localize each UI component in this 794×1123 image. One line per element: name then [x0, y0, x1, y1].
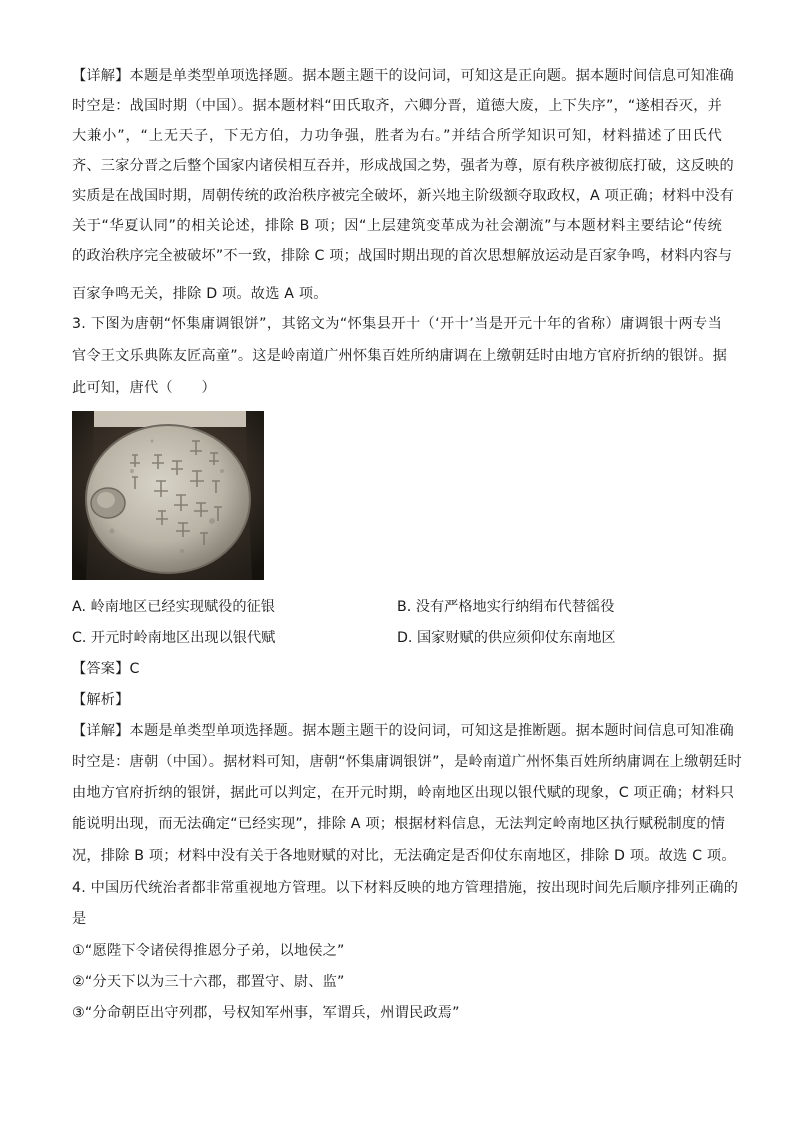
- q2-explanation-line: 的政治秩序完全被破坏”不一致，排除 C 项；战国时期出现的首次思想解放运动是百家争鸣，材料内容与: [72, 248, 733, 264]
- q2-explanation-line: 关于“华夏认同”的相关论述，排除 B 项；因“上层建筑变革成为社会潮流”与本题材料主要结论“传统: [72, 218, 722, 234]
- q3-explanation-line: 时空是：唐朝（中国）。据材料可知，唐朝“怀集庸调银饼”，是岭南道广州怀集百姓所纳庸调在上缴朝廷时: [72, 754, 742, 770]
- q2-explanation-line: 时空是：战国时期（中国）。据本题材料“田氏取齐，六卿分晋，道德大废，上下失序”，“遂相吞灭，并: [72, 98, 722, 114]
- option-b: B. 没有严格地实行纳绢布代替徭役: [397, 599, 615, 615]
- q3-explanation-line: 能说明出现，而无法确定“已经实现”，排除 A 项；根据材料信息，无法判定岭南地区执行赋税制度的情: [72, 816, 726, 832]
- q3-explanation-line: 【详解】本题是单类型单项选择题。据本题主题干的设问词，可知这是推断题。据本题时间信息可知准确: [72, 723, 734, 739]
- q3-stem-line: 此可知，唐代（ ）: [72, 380, 216, 396]
- q4-item: ②“分天下以为三十六郡，郡置守、尉、监”: [72, 974, 345, 990]
- q3-explanation-line: 况，排除 B 项；材料中没有关于各地财赋的对比，无法确定是否仰仗东南地区，排除 D 项。故选 C 项。: [72, 848, 736, 864]
- q2-explanation-line: 【详解】本题是单类型单项选择题。据本题主题干的设问词，可知这是正向题。据本题时间信息可知准确: [72, 68, 734, 84]
- q4-item: ③“分命朝臣出守列郡，号权知军州事，军谓兵，州谓民政焉”: [72, 1005, 460, 1021]
- q4-stem-line: 4. 中国历代统治者都非常重视地方管理。以下材料反映的地方管理措施，按出现时间先后顺序排列正确的: [72, 880, 739, 896]
- q2-explanation-line: 百家争鸣无关，排除 D 项。故选 A 项。: [72, 286, 328, 302]
- q3-stem-line: 3. 下图为唐朝“怀集庸调银饼”，其铭文为“怀集县开十（‘开十’当是开元十年的省称）庸调银十两专当: [72, 316, 722, 332]
- option-d: D. 国家财赋的供应须仰仗东南地区: [397, 630, 616, 646]
- answer-label: 【答案】C: [72, 661, 140, 677]
- q4-item: ①“愿陛下令诸侯得推恩分子弟，以地侯之”: [72, 943, 345, 959]
- q2-explanation-line: 大兼小”，“上无天子，下无方伯，力功争强，胜者为右。”并结合所学知识可知，材料描述了田氏代: [72, 128, 722, 144]
- silver-cake-photo: [72, 411, 264, 580]
- q2-explanation-line: 齐、三家分晋之后整个国家内诸侯相互吞并，形成战国之势，强者为尊，原有秩序被彻底打破，这反映的: [72, 158, 734, 174]
- q3-stem-line: 官令王文乐典陈友匠高童”。这是岭南道广州怀集百姓所纳庸调在上缴朝廷时由地方官府折纳的银饼。据: [72, 348, 727, 364]
- option-a: A. 岭南地区已经实现赋役的征银: [72, 599, 275, 615]
- q3-explanation-line: 由地方官府折纳的银饼，据此可以判定，在开元时期，岭南地区出现以银代赋的现象，C 项正确；材料只: [72, 785, 735, 801]
- q2-explanation-line: 实质是在战国时期，周朝传统的政治秩序被完全破坏，新兴地主阶级额夺取政权，A 项正确；材料中没有: [72, 188, 735, 204]
- option-c: C. 开元时岭南地区出现以银代赋: [72, 630, 276, 646]
- q4-stem-line: 是: [72, 911, 87, 927]
- analysis-label: 【解析】: [72, 692, 130, 708]
